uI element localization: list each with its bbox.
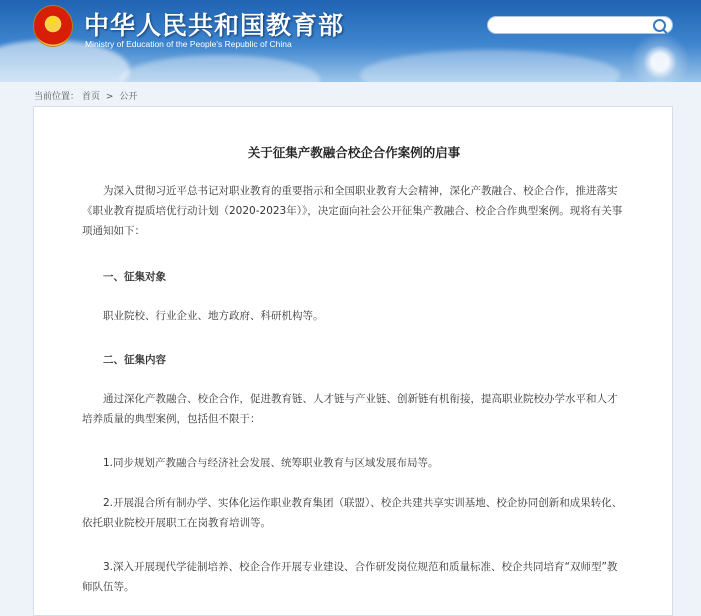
- search-icon[interactable]: [653, 19, 666, 32]
- list-item: 3.深入开展现代学徒制培养、校企合作开展专业建设、合作研发岗位规范和质量标准、校企共同培育“双师型”教师队伍等。: [82, 561, 618, 593]
- article-title: 关于征集产教融合校企合作案例的启事: [247, 145, 461, 160]
- national-emblem-icon[interactable]: ★: [34, 6, 72, 46]
- site-header: [0, 0, 701, 82]
- search-box[interactable]: [487, 16, 673, 34]
- article-content: [33, 106, 673, 616]
- breadcrumb: [34, 89, 140, 102]
- site-subtitle: Ministry of Education of the People's Republic of China: [85, 39, 292, 49]
- search-input[interactable]: [496, 18, 646, 32]
- article-intro: 为深入贯彻习近平总书记对职业教育的重要指示和全国职业教育大会精神，深化产教融合、校企合作，推进落实《职业教育提质培优行动计划（2020-2023年）》，决定面向社会公开征集产教融合、校企合作典型案例。现将有关事项通知如下：: [82, 185, 623, 237]
- breadcrumb-current[interactable]: 公开: [119, 92, 138, 102]
- section-heading: 一、征集对象: [103, 271, 166, 283]
- breadcrumb-home-link[interactable]: 首页: [82, 92, 101, 102]
- cloud-decoration: [360, 50, 620, 82]
- cloud-decoration: [120, 55, 320, 82]
- dandelion-decoration: [630, 32, 690, 82]
- breadcrumb-separator: >: [105, 92, 114, 102]
- site-title[interactable]: 中华人民共和国教育部: [84, 11, 345, 40]
- section-paragraph: 通过深化产教融合、校企合作，促进教育链、人才链与产业链、创新链有机衔接，提高职业院校办学水平和人才培养质量的典型案例，包括但不限于：: [82, 393, 618, 425]
- breadcrumb-label: 当前位置：: [34, 92, 80, 102]
- list-item: 2.开展混合所有制办学、实体化运作职业教育集团（联盟）、校企共建共享实训基地、校企协同创新和成果转化、依托职业院校开展职工在岗教育培训等。: [82, 497, 623, 529]
- section-paragraph: 职业院校、行业企业、地方政府、科研机构等。: [103, 310, 324, 322]
- section-heading: 二、征集内容: [103, 354, 166, 366]
- list-item: 1.同步规划产教融合与经济社会发展、统筹职业教育与区域发展布局等。: [103, 457, 439, 469]
